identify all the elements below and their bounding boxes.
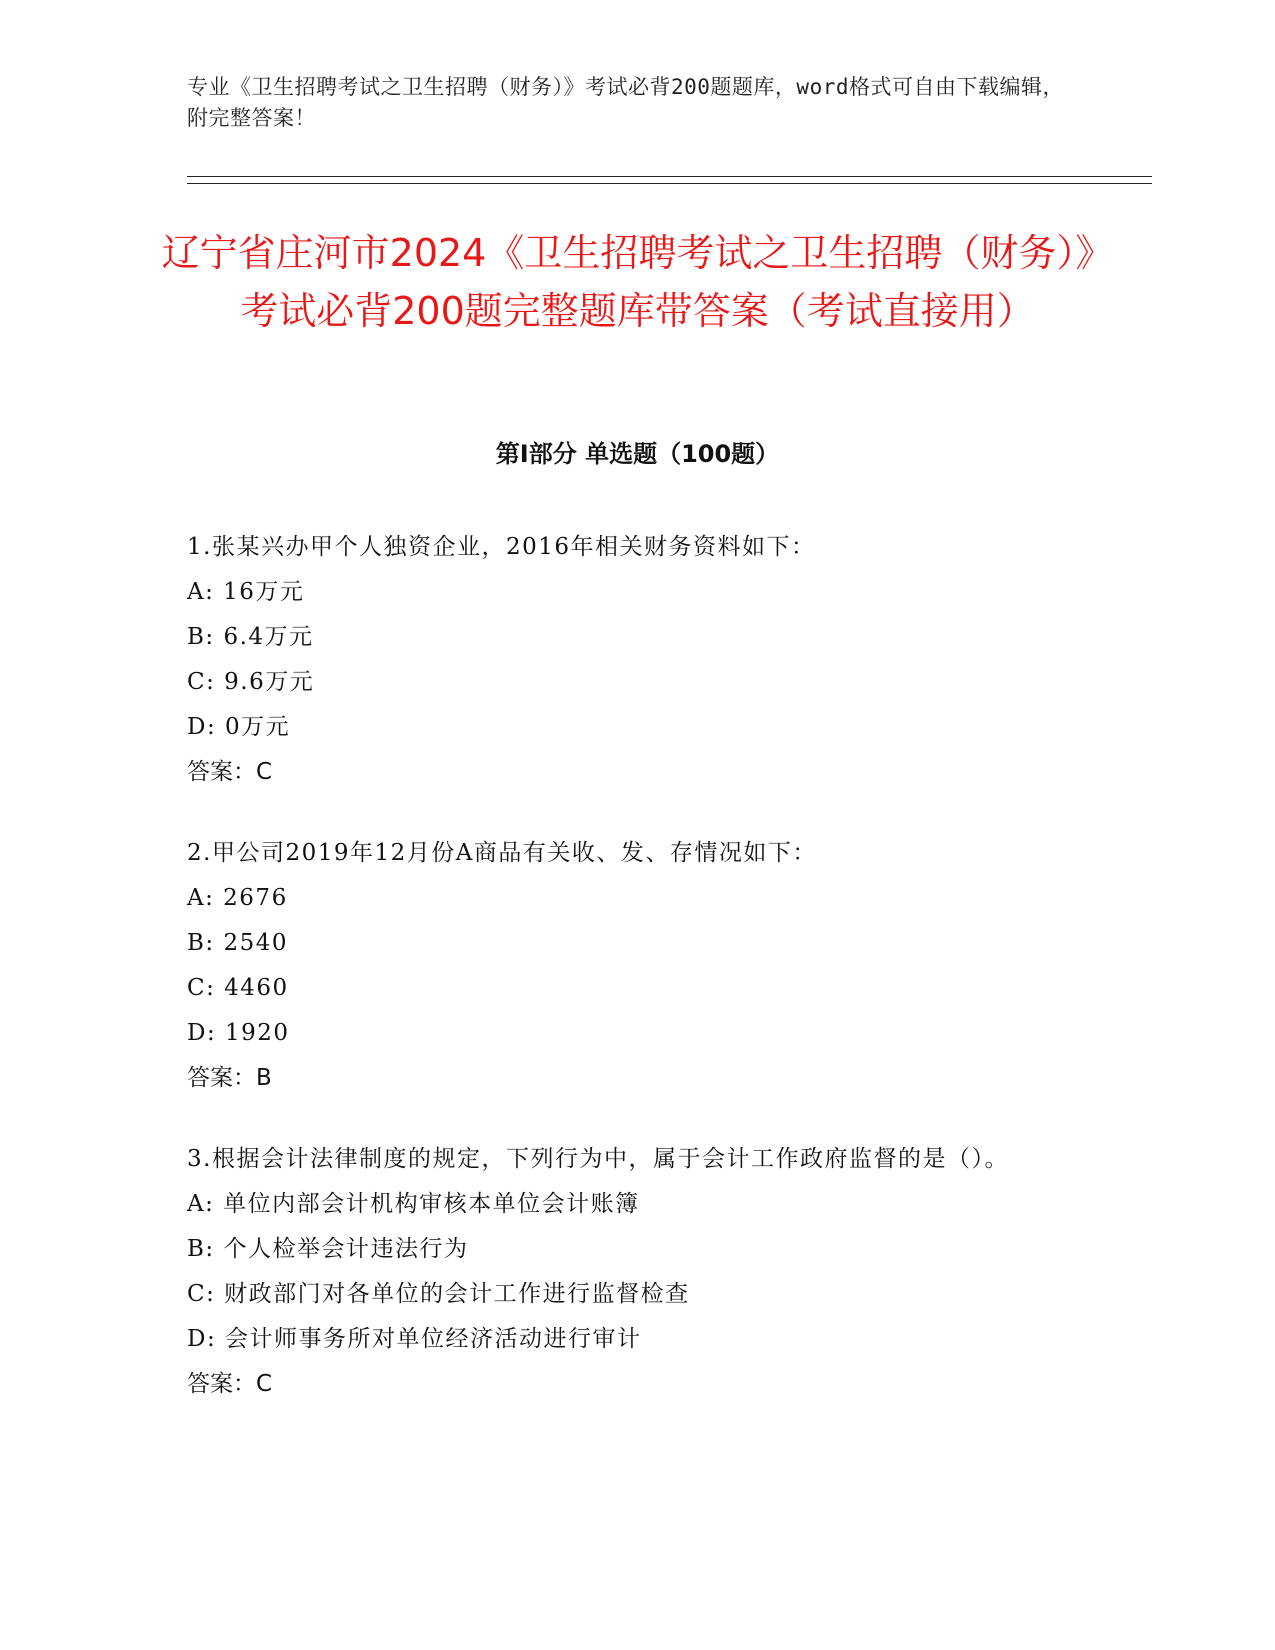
document-title: 辽宁省庄河市2024《卫生招聘考试之卫生招聘（财务）》考试必背200题完整题库带答案（考试直接用） bbox=[161, 231, 1114, 333]
header-divider-top bbox=[187, 176, 1152, 177]
question-2 bbox=[187, 831, 1067, 1101]
header-note: 专业《卫生招聘考试之卫生招聘（财务）》考试必背200题题库，word格式可自由下载编辑，附完整答案！ bbox=[187, 75, 1064, 130]
section-heading: 第I部分 单选题（100题） bbox=[495, 440, 780, 468]
header-divider-bottom bbox=[187, 183, 1152, 184]
option-c: C: 9.6万元 bbox=[187, 669, 315, 695]
option-a: A: 2676 bbox=[187, 885, 288, 911]
answer-line: 答案：C bbox=[187, 1371, 273, 1397]
option-c: C: 财政部门对各单位的会计工作进行监督检查 bbox=[187, 1281, 690, 1307]
option-b: B: 6.4万元 bbox=[187, 624, 314, 650]
option-b: B: 个人检举会计违法行为 bbox=[187, 1236, 469, 1262]
question-list bbox=[187, 525, 1067, 1443]
question-1 bbox=[187, 525, 1067, 795]
answer-line: 答案：C bbox=[187, 759, 273, 785]
option-d: D: 1920 bbox=[187, 1020, 290, 1046]
question-3 bbox=[187, 1137, 1067, 1407]
option-a: A: 16万元 bbox=[187, 579, 305, 605]
option-c: C: 4460 bbox=[187, 975, 289, 1001]
option-a: A: 单位内部会计机构审核本单位会计账簿 bbox=[187, 1191, 640, 1217]
option-b: B: 2540 bbox=[187, 930, 288, 956]
question-stem: 3.根据会计法律制度的规定，下列行为中，属于会计工作政府监督的是（）。 bbox=[187, 1146, 1009, 1172]
option-d: D: 会计师事务所对单位经济活动进行审计 bbox=[187, 1326, 642, 1352]
question-stem: 2.甲公司2019年12月份A商品有关收、发、存情况如下： bbox=[187, 840, 817, 866]
question-stem: 1.张某兴办甲个人独资企业，2016年相关财务资料如下： bbox=[187, 534, 816, 560]
answer-line: 答案：B bbox=[187, 1065, 272, 1091]
option-d: D: 0万元 bbox=[187, 714, 291, 740]
